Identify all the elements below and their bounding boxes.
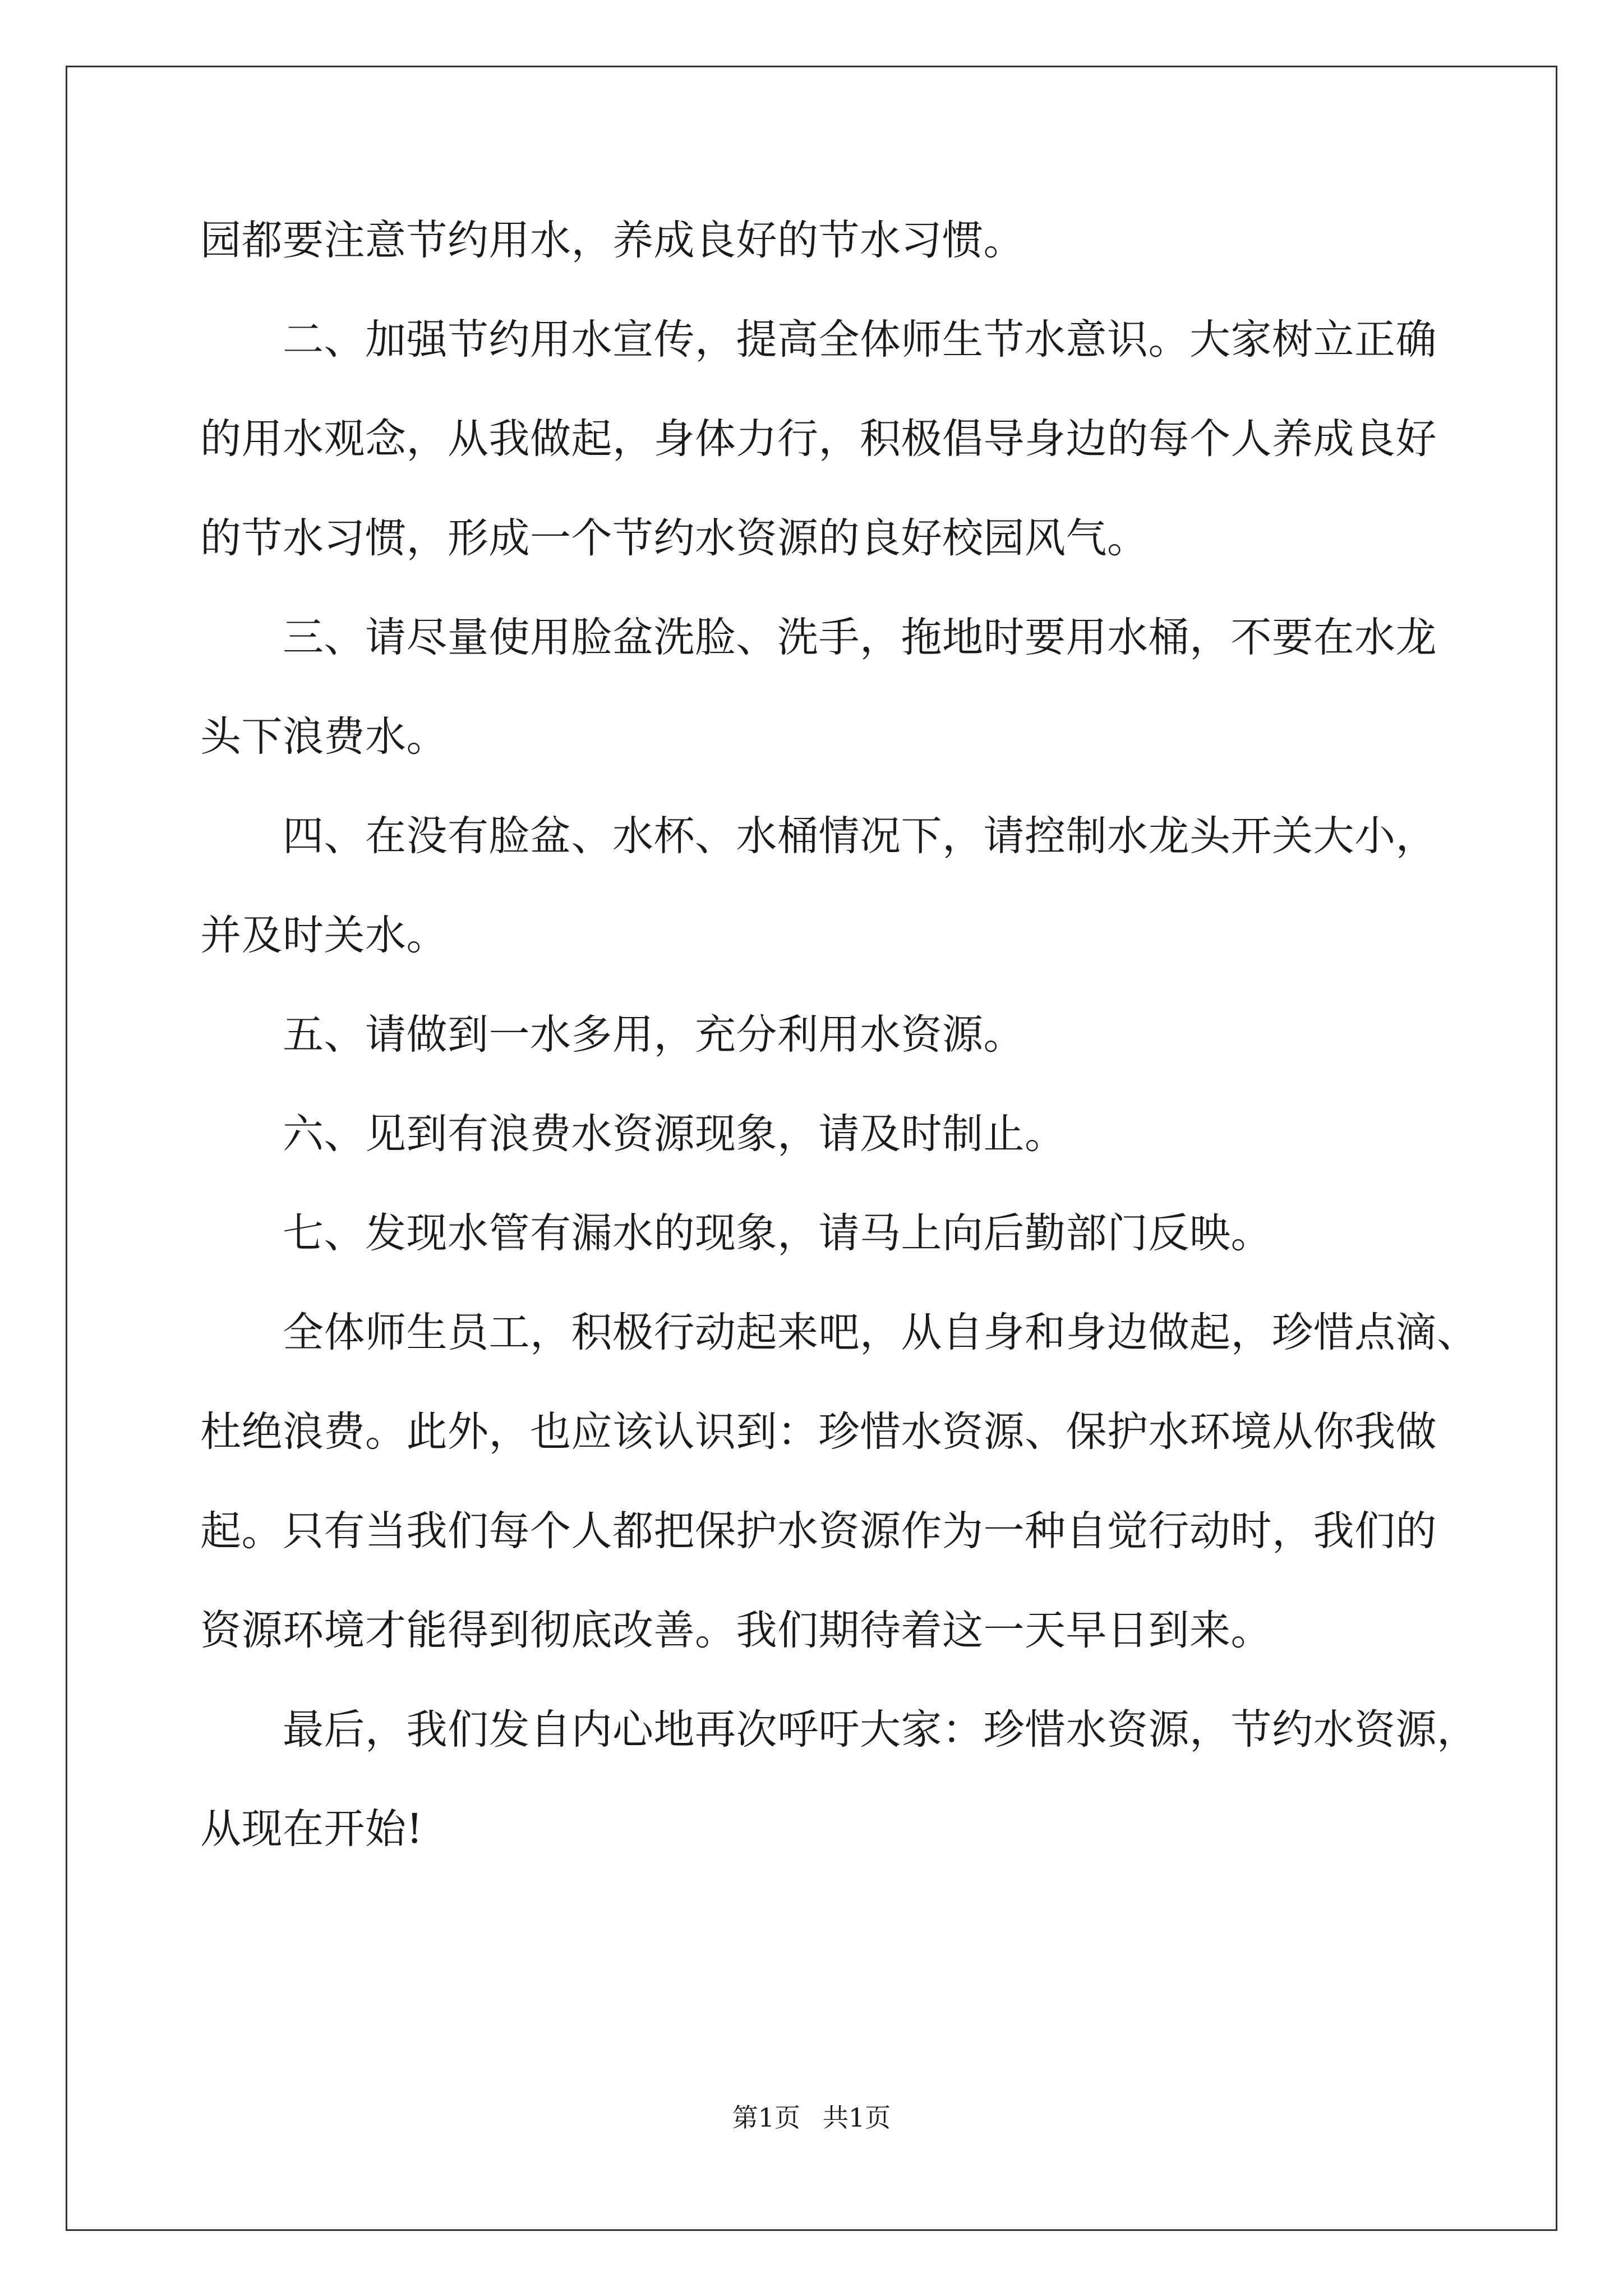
text-line: 七、发现水管有漏水的现象，请马上向后勤部门反映。	[283, 1209, 1272, 1257]
text-line: 六、见到有浪费水资源现象，请及时制止。	[283, 1110, 1066, 1158]
text-line: 头下浪费水。	[200, 713, 448, 761]
text-line: 并及时关水。	[200, 912, 448, 959]
page-footer	[0, 2101, 1623, 2134]
text-line: 三、请尽量使用脸盆洗脸、洗手，拖地时要用水桶，不要在水龙	[283, 614, 1437, 661]
text-line: 四、在没有脸盆、水杯、水桶情况下，请控制水龙头开关大小，	[283, 812, 1437, 860]
page-number: 第1页	[732, 2102, 800, 2133]
page-total: 共1页	[823, 2102, 891, 2133]
text-line: 园都要注意节约用水，养成良好的节水习惯。	[200, 217, 1025, 264]
text-line: 资源环境才能得到彻底改善。我们期待着这一天早日到来。	[200, 1607, 1272, 1654]
text-line: 全体师生员工，积极行动起来吧，从自身和身边做起，珍惜点滴、	[283, 1309, 1478, 1356]
text-line: 杜绝浪费。此外，也应该认识到：珍惜水资源、保护水环境从你我做	[200, 1408, 1437, 1456]
text-line: 从现在开始!	[200, 1805, 423, 1853]
text-line: 的节水习惯，形成一个节约水资源的良好校园风气。	[200, 514, 1149, 562]
text-line: 的用水观念，从我做起，身体力行，积极倡导身边的每个人养成良好	[200, 415, 1437, 463]
document-body	[200, 191, 1478, 1879]
text-line: 二、加强节约用水宣传，提高全体师生节水意识。大家树立正确	[283, 316, 1437, 364]
text-line: 五、请做到一水多用，充分利用水资源。	[283, 1011, 1025, 1059]
text-line: 起。只有当我们每个人都把保护水资源作为一种自觉行动时，我们的	[200, 1507, 1437, 1555]
text-line: 最后，我们发自内心地再次呼吁大家：珍惜水资源，节约水资源，	[283, 1706, 1478, 1754]
